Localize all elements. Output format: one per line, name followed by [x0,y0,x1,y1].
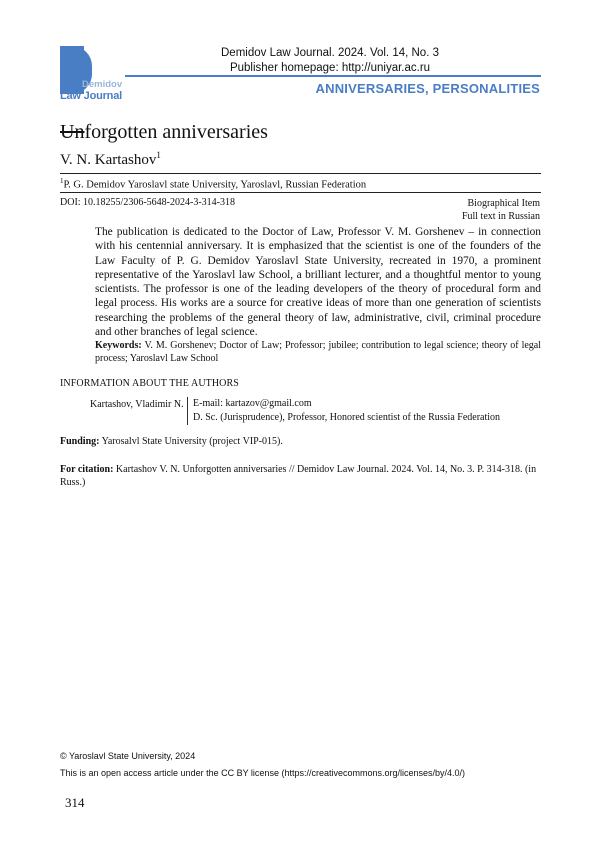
logo-text-law-journal: Law Journal [60,90,122,102]
copyright: © Yaroslavl State University, 2024 [60,751,196,761]
doi[interactable]: DOI: 10.18255/2306-5648-2024-3-314-318 [60,197,235,208]
authors-info-details [187,397,500,425]
logo-text-demidov: Demidov [82,79,123,90]
citation [60,463,541,489]
authors-info-heading: INFORMATION ABOUT THE AUTHORS [60,378,239,389]
article-title [60,121,268,144]
authors-info-name: Kartashov, Vladimir N. [90,399,184,410]
journal-logo [60,46,122,102]
citation-text: Kartashov V. N. Unforgotten anniversaries // Demidov Law Journal. 2024. Vol. 14, No. 3. P. 314-318. (in Russ.) [60,464,537,488]
item-type: Biographical Item [467,198,540,209]
affiliation-mark: 1 [60,177,64,185]
citation-label: For citation: [60,464,114,475]
language-note: Full text in Russian [461,211,540,222]
publisher-homepage: Publisher homepage: http://uniyar.ac.ru [229,62,431,74]
keywords [95,339,541,365]
affiliation [60,177,366,191]
page-number: 314 [65,795,85,810]
item-type-block [462,197,540,223]
affiliation-text: P. G. Demidov Yaroslavl state University, Yaroslavl, Russian Federation [63,179,367,191]
journal-info: Demidov Law Journal. 2024. Vol. 14, No. 3 [221,47,439,59]
journal-header [200,46,460,76]
keywords-text: V. M. Gorshenev; Doctor of Law; Professor; jubilee; contribution to legal science; theory of legal process; Yaroslavl Law School [95,340,541,364]
author-email[interactable]: E-mail: kartazov@gmail.com [193,398,312,409]
keywords-label: Keywords: [95,340,142,351]
affiliation-bottom-rule [60,192,541,193]
abstract: The publication is dedicated to the Doctor of Law, Professor V. M. Gorshenev – in connection with his centennial anniversary. It is emphasized that the scientist is one of the founders of the Law Faculty of P. G. Demidov Yaroslavl State University, recreated in 1970, a prominent representative of the Yaroslavl law School, a brilliant lecturer, and a thoughtful mentor to young scientists. The professor is one of the leading developers of the theory of procedural form and legal process. His works are a source for creative ideas of more than one generation of scientists researching the problems of the general theory of law, administrative, civil, criminal procedure and other branches of legal science. [95,226,541,339]
author-name: V. N. Kartashov [60,152,157,168]
article-author [60,150,161,169]
funding [60,436,283,447]
author-degree: D. Sc. (Jurisprudence), Professor, Honored scientist of the Russia Federation [193,412,501,423]
title-struck-prefix: Un [60,121,85,143]
title-rest: forgotten anniversaries [84,121,268,143]
header-rule [125,75,541,77]
affiliation-top-rule [60,173,541,174]
author-affiliation-mark: 1 [156,150,161,160]
funding-label: Funding: [60,436,100,447]
funding-text: Yarosalvl State University (project VIP-015). [101,436,283,447]
license[interactable]: This is an open access article under the CC BY license (https://creativecommons.org/licenses/by/4.0/) [60,768,466,778]
section-label: ANNIVERSARIES, PERSONALITIES [315,81,540,96]
